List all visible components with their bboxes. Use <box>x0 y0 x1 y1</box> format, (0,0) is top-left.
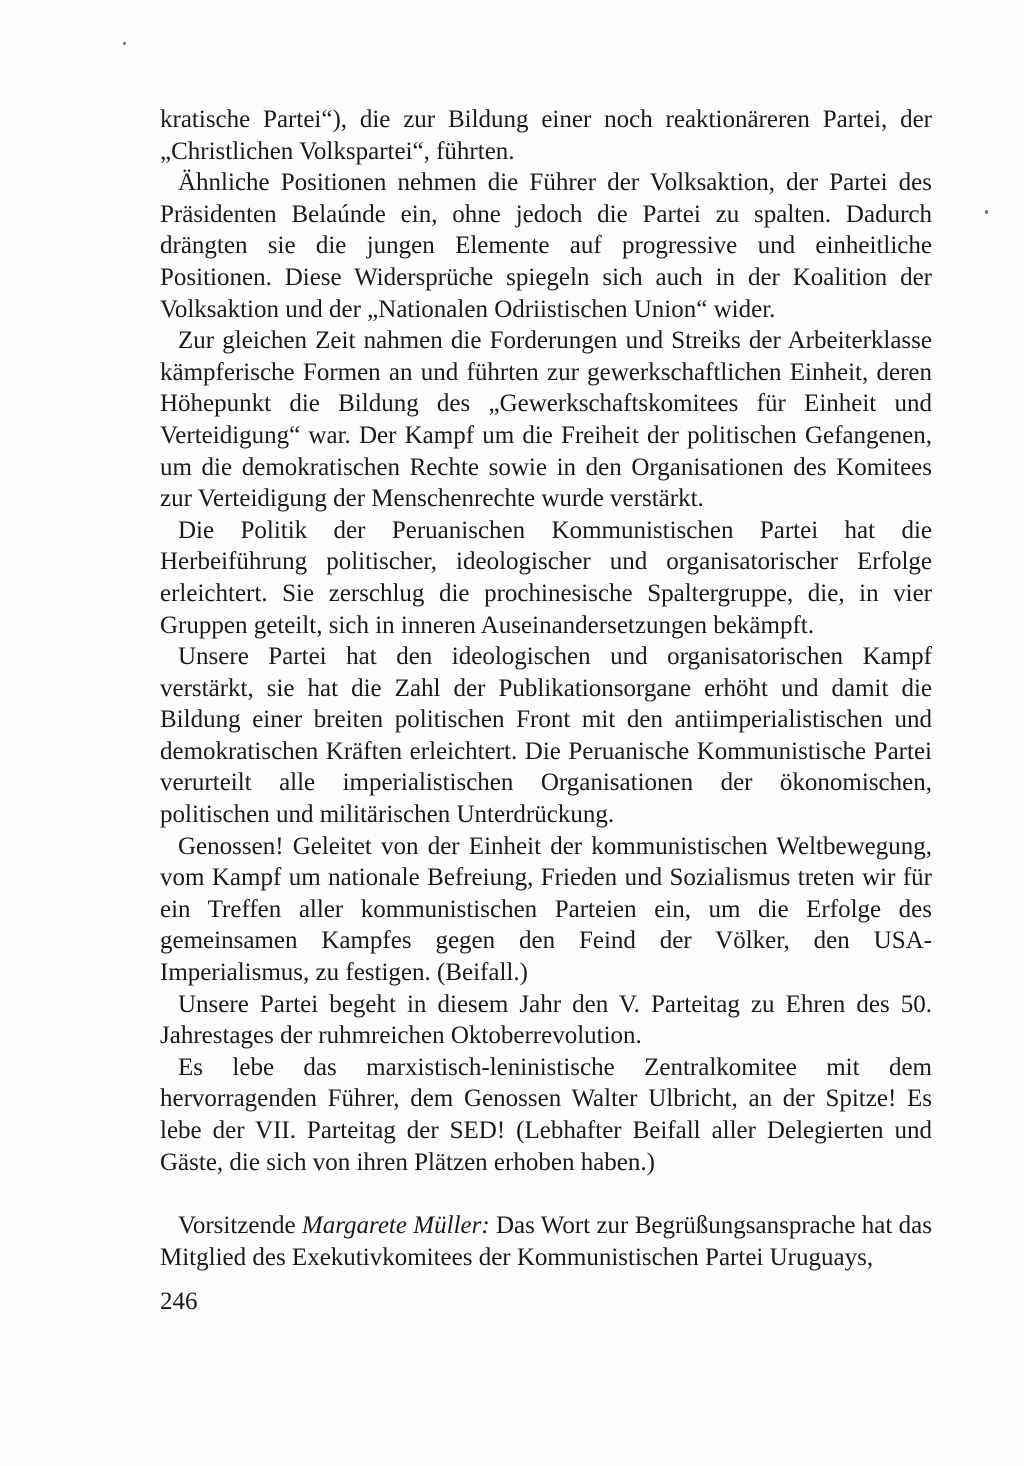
paragraph-1: kratische Partei“), die zur Bildung einer noch reaktionäreren Partei, der „Christlichen Volkspartei“, führten. <box>160 106 932 165</box>
chair-paragraph <box>160 1210 932 1273</box>
paragraph-3: Zur gleichen Zeit nahmen die Forderungen und Streiks der Arbeiterklasse kämpferische Formen an und führten zur gewerkschaftlichen Einheit, deren Höhepunkt die Bildung des „Gewerkschaftskomitees für Einheit und Verteidigung“ war. Der Kampf um die Freiheit der politischen Gefangenen, um die demokratischen Rechte sowie in den Organisationen des Komitees zur Verteidigung der Menschenrechte wurde verstärkt. <box>160 327 932 513</box>
paragraph-2: Ähnliche Positionen nehmen die Führer der Volksaktion, der Partei des Präsidenten Belaúnde ein, ohne jedoch die Partei zu spalten. Dadurch drängten sie die jungen Elemente auf progressive und einheitliche Positionen. Diese Widersprüche spiegeln sich auch in der Koalition der Volksaktion und der „Nationalen Odriistischen Union“ wider. <box>160 169 932 323</box>
paragraph-6: Genossen! Geleitet von der Einheit der kommunistischen Weltbewegung, vom Kampf um nationale Befreiung, Frieden und Sozialismus treten wir für ein Treffen aller kommunistischen Parteien ein, um die Erfolge des gemeinsamen Kampfes gegen den Feind der Völker, den USA-Imperialismus, zu festigen. (Beifall.) <box>160 832 932 987</box>
paragraph-5: Unsere Partei hat den ideologischen und organisatorischen Kampf verstärkt, sie hat die Zahl der Publikationsorgane erhöht und damit die Bildung einer breiten politischen Front mit den antiimperialistischen und demokratischen Kräften erleichtert. Die Peruanische Kommunistische Partei verurteilt alle imperialistischen Organisationen der ökonomischen, politischen und militärischen Unterdrückung. <box>160 643 932 829</box>
paper-speck <box>123 42 126 45</box>
chair-text: Das Wort zur Begrüßungsansprache hat das Mitglied des Exekutivkomitees der Kommunistischen Partei Uruguays, <box>160 1212 932 1271</box>
chair-speaker-name: Margarete Müller: <box>301 1212 490 1240</box>
paragraph-8: Es lebe das marxistisch-leninistische Zentralkomitee mit dem hervorragenden Führer, dem Genossen Walter Ulbricht, an der Spitze! Es lebe der VII. Parteitag der SED! (Lebhafter Beifall aller Delegierten und Gäste, die sich von ihren Plätzen erhoben haben.) <box>160 1053 932 1176</box>
page-body <box>160 104 932 1273</box>
paragraph-4: Die Politik der Peruanischen Kommunistischen Partei hat die Herbeiführung politischer, ideologischer und organisatorischer Erfolge erleichtert. Sie zerschlug die prochinesische Spaltergruppe, die, in vier Gruppen geteilt, sich in inneren Auseinandersetzungen bekämpft. <box>160 516 932 639</box>
paragraph-7: Unsere Partei begeht in diesem Jahr den V. Parteitag zu Ehren des 50. Jahrestages der ruhmreichen Oktoberrevolution. <box>160 990 932 1050</box>
chair-prefix: Vorsitzende <box>178 1212 302 1240</box>
page-number: 246 <box>160 1288 198 1315</box>
paper-speck <box>985 210 988 214</box>
